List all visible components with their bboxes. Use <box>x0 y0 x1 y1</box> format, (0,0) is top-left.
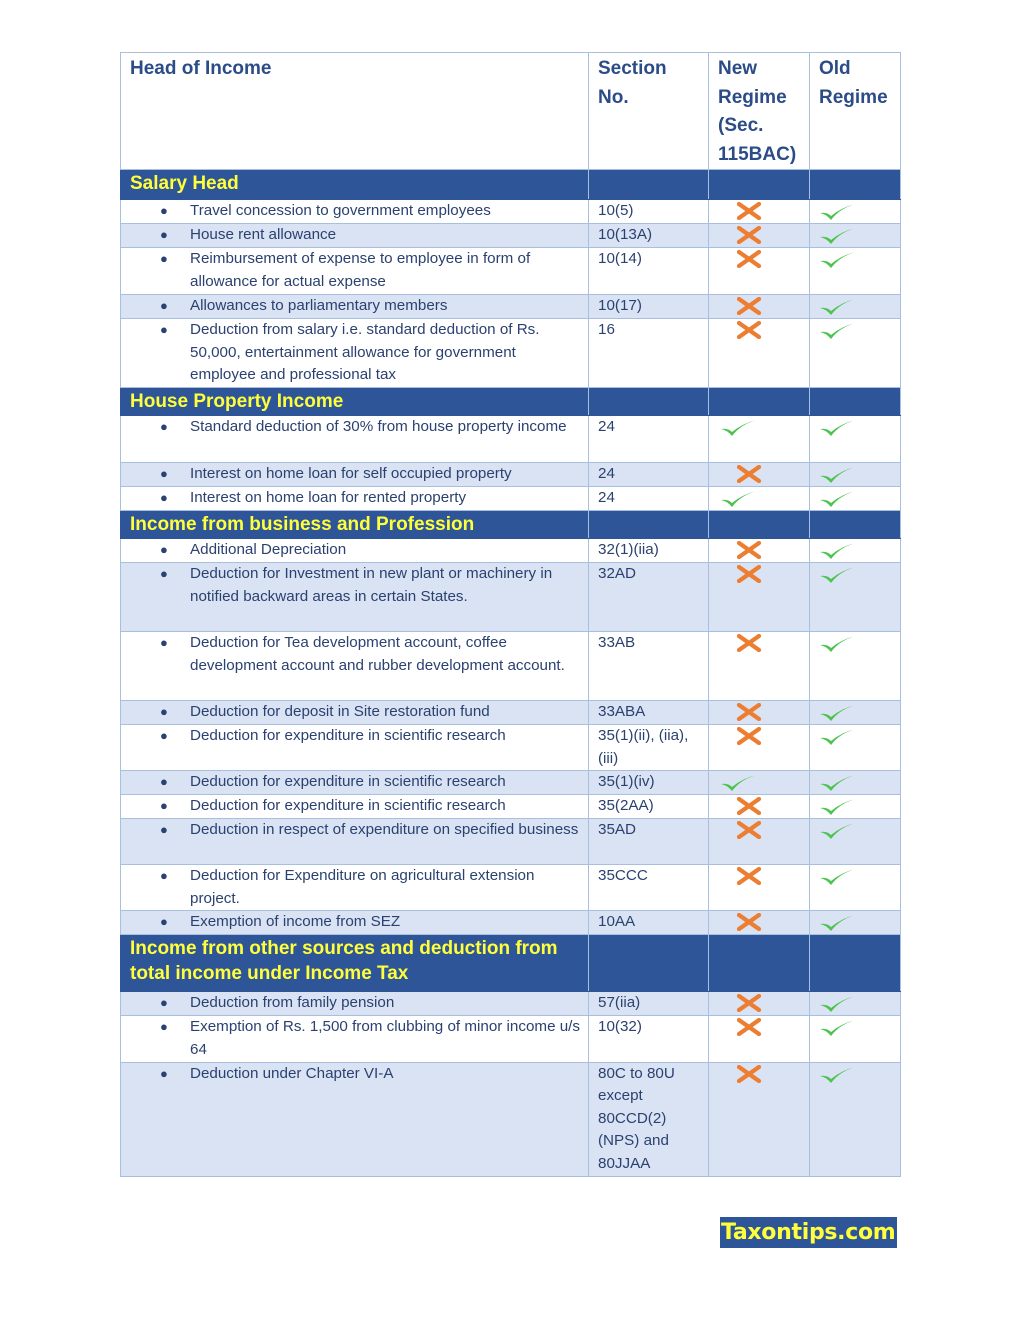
income-item-text: Allowances to parliamentary members <box>190 297 448 314</box>
cross-icon <box>736 727 762 753</box>
income-item-cell <box>121 463 589 487</box>
new-regime-cell <box>709 632 810 701</box>
bullet-icon: ● <box>160 914 168 930</box>
section-number: 32AD <box>589 563 709 632</box>
bullet-icon: ● <box>160 419 168 434</box>
table-row <box>121 725 901 771</box>
new-regime-cell <box>709 1062 810 1176</box>
bullet-icon: ● <box>160 466 168 481</box>
income-item-text: Deduction under Chapter VI-A <box>190 1064 394 1082</box>
old-regime-cell <box>810 319 901 388</box>
new-regime-cell <box>709 795 810 819</box>
income-item-text: Deduction for Investment in new plant or machinery in notified backward areas in certain States. <box>190 565 553 605</box>
old-regime-cell <box>810 819 901 865</box>
income-item-text: Deduction for expenditure in scientific research <box>190 773 506 791</box>
income-item-text: Exemption of income from SEZ <box>190 913 401 931</box>
bullet-icon: ● <box>160 251 168 266</box>
bullet-icon: ● <box>160 822 168 838</box>
new-regime-cell <box>709 539 810 563</box>
tick-icon <box>818 1065 858 1093</box>
bullet-icon: ● <box>160 728 168 743</box>
tick-icon <box>719 418 759 446</box>
income-item-text: Interest on home loan for self occupied property <box>190 465 512 482</box>
income-item-text: Interest on home loan for rented property <box>190 489 467 506</box>
income-item-text: Reimbursement of expense to employee in form of allowance for actual expense <box>190 250 531 290</box>
old-regime-cell <box>810 725 901 771</box>
old-regime-cell <box>810 771 901 795</box>
income-item-text: Deduction for deposit in Site restoration fund <box>190 703 490 720</box>
old-regime-cell <box>810 1016 901 1062</box>
table-row <box>121 563 901 632</box>
section-cell-empty <box>810 935 901 992</box>
old-regime-cell <box>810 200 901 224</box>
table-row <box>121 295 901 319</box>
income-item-cell <box>121 248 589 295</box>
section-title: Salary Head <box>121 170 589 200</box>
section-number: 33AB <box>589 632 709 701</box>
old-regime-cell <box>810 632 901 701</box>
old-regime-cell <box>810 795 901 819</box>
old-regime-cell <box>810 865 901 911</box>
section-number: 24 <box>589 463 709 487</box>
table-row <box>121 487 901 511</box>
new-regime-cell <box>709 563 810 632</box>
section-cell-empty <box>709 388 810 416</box>
section-cell-empty <box>810 388 901 416</box>
new-regime-cell <box>709 992 810 1016</box>
income-item-cell <box>121 819 589 865</box>
new-regime-cell <box>709 224 810 248</box>
new-regime-cell <box>709 701 810 725</box>
section-number: 16 <box>589 319 709 388</box>
income-item-cell <box>121 795 589 819</box>
old-regime-cell <box>810 248 901 295</box>
regime-comparison-table <box>120 52 901 1177</box>
cross-icon <box>736 821 762 847</box>
income-item-text: Additional Depreciation <box>190 541 347 558</box>
tick-icon <box>818 250 858 278</box>
section-title: Income from business and Profession <box>121 511 589 539</box>
bullet-icon: ● <box>160 227 168 242</box>
income-item-cell <box>121 539 589 563</box>
section-header-row <box>121 511 901 539</box>
tick-icon <box>818 821 858 849</box>
section-number: 35(2AA) <box>589 795 709 819</box>
new-regime-cell <box>709 865 810 911</box>
section-number: 24 <box>589 416 709 463</box>
table-row <box>121 911 901 935</box>
section-number: 35AD <box>589 819 709 865</box>
table-row <box>121 632 901 701</box>
income-item-cell <box>121 416 589 463</box>
section-number: 57(iia) <box>589 992 709 1016</box>
new-regime-cell <box>709 911 810 935</box>
new-regime-cell <box>709 725 810 771</box>
section-number: 35CCC <box>589 865 709 911</box>
table-row <box>121 819 901 865</box>
income-item-cell <box>121 224 589 248</box>
section-number: 33ABA <box>589 701 709 725</box>
section-cell-empty <box>589 511 709 539</box>
income-item-cell <box>121 487 589 511</box>
section-cell-empty <box>589 170 709 200</box>
new-regime-cell <box>709 248 810 295</box>
section-number: 10(14) <box>589 248 709 295</box>
income-item-text: Deduction for expenditure in scientific research <box>190 797 506 815</box>
bullet-icon: ● <box>160 322 168 337</box>
income-item-cell <box>121 911 589 935</box>
bullet-icon: ● <box>160 868 168 884</box>
old-regime-cell <box>810 563 901 632</box>
cross-icon <box>736 250 762 276</box>
income-item-text: Deduction for Expenditure on agricultural extension project. <box>190 867 535 907</box>
section-title: House Property Income <box>121 388 589 416</box>
bullet-icon: ● <box>160 635 168 650</box>
old-regime-cell <box>810 416 901 463</box>
income-item-cell <box>121 200 589 224</box>
bullet-icon: ● <box>160 566 168 581</box>
income-item-cell <box>121 632 589 701</box>
section-header-row <box>121 935 901 992</box>
income-item-text: Travel concession to government employees <box>190 202 491 219</box>
new-regime-cell <box>709 463 810 487</box>
new-regime-cell <box>709 487 810 511</box>
cross-icon <box>736 634 762 660</box>
income-item-text: Deduction from salary i.e. standard deduction of Rs. 50,000, entertainment allowance for government employee and professional tax <box>190 321 540 384</box>
old-regime-cell <box>810 295 901 319</box>
section-cell-empty <box>589 388 709 416</box>
bullet-icon: ● <box>160 490 168 505</box>
income-item-cell <box>121 771 589 795</box>
section-number: 10(5) <box>589 200 709 224</box>
tick-icon <box>818 727 858 755</box>
table-row <box>121 200 901 224</box>
header-old-regime: Old Regime <box>810 53 901 170</box>
bullet-icon: ● <box>160 1065 168 1081</box>
tick-icon <box>818 867 858 895</box>
bullet-icon: ● <box>160 542 168 557</box>
income-item-cell <box>121 992 589 1016</box>
income-item-text: Standard deduction of 30% from house property income <box>190 418 567 435</box>
table-row <box>121 248 901 295</box>
tick-icon <box>818 489 858 517</box>
cross-icon <box>736 1018 762 1044</box>
table-row <box>121 771 901 795</box>
income-item-cell <box>121 563 589 632</box>
table-row <box>121 795 901 819</box>
bullet-icon: ● <box>160 203 168 218</box>
table-row <box>121 701 901 725</box>
income-item-cell <box>121 725 589 771</box>
income-item-cell <box>121 701 589 725</box>
section-number: 35(1)(ii), (iia), (iii) <box>589 725 709 771</box>
old-regime-cell <box>810 224 901 248</box>
tick-icon <box>818 1018 858 1046</box>
bullet-icon: ● <box>160 995 168 1011</box>
cross-icon <box>736 1065 762 1091</box>
table-row <box>121 992 901 1016</box>
header-section-no: Section No. <box>589 53 709 170</box>
section-header-row <box>121 170 901 200</box>
income-item-cell <box>121 319 589 388</box>
table-body <box>121 170 901 1177</box>
section-cell-empty <box>810 170 901 200</box>
new-regime-cell <box>709 1016 810 1062</box>
old-regime-cell <box>810 1062 901 1176</box>
income-item-text: Deduction in respect of expenditure on specified business <box>190 821 579 839</box>
table-header-row <box>121 53 901 170</box>
bullet-icon: ● <box>160 1019 168 1035</box>
table-row <box>121 539 901 563</box>
cross-icon <box>736 867 762 893</box>
new-regime-cell <box>709 771 810 795</box>
income-item-text: Deduction for expenditure in scientific research <box>190 727 506 744</box>
section-number: 10AA <box>589 911 709 935</box>
section-cell-empty <box>709 935 810 992</box>
old-regime-cell <box>810 992 901 1016</box>
table-row <box>121 1016 901 1062</box>
new-regime-cell <box>709 416 810 463</box>
section-number: 35(1)(iv) <box>589 771 709 795</box>
table-row <box>121 319 901 388</box>
section-number: 10(17) <box>589 295 709 319</box>
section-header-row <box>121 388 901 416</box>
old-regime-cell <box>810 539 901 563</box>
section-number: 10(32) <box>589 1016 709 1062</box>
income-item-cell <box>121 1062 589 1176</box>
table-row <box>121 416 901 463</box>
income-item-text: Deduction for Tea development account, coffee development account and rubber development account. <box>190 634 565 674</box>
tick-icon <box>818 913 858 941</box>
old-regime-cell <box>810 701 901 725</box>
table-row <box>121 463 901 487</box>
header-new-regime: New Regime (Sec. 115BAC) <box>709 53 810 170</box>
bullet-icon: ● <box>160 774 168 790</box>
table-row <box>121 1062 901 1176</box>
bullet-icon: ● <box>160 704 168 719</box>
section-number: 32(1)(iia) <box>589 539 709 563</box>
bullet-icon: ● <box>160 298 168 313</box>
tick-icon <box>818 565 858 593</box>
section-cell-empty <box>709 170 810 200</box>
income-item-text: Exemption of Rs. 1,500 from clubbing of minor income u/s 64 <box>190 1018 580 1058</box>
section-cell-empty <box>589 935 709 992</box>
section-number: 24 <box>589 487 709 511</box>
tick-icon <box>818 321 858 349</box>
cross-icon <box>736 913 762 939</box>
section-number: 10(13A) <box>589 224 709 248</box>
section-title: Income from other sources and deduction from total income under Income Tax <box>121 935 589 992</box>
old-regime-cell <box>810 911 901 935</box>
header-head-of-income: Head of Income <box>121 53 589 170</box>
cross-icon <box>736 321 762 347</box>
new-regime-cell <box>709 319 810 388</box>
tick-icon <box>818 634 858 662</box>
bullet-icon: ● <box>160 798 168 814</box>
new-regime-cell <box>709 819 810 865</box>
new-regime-cell <box>709 295 810 319</box>
tick-icon <box>719 489 759 517</box>
income-item-text: Deduction from family pension <box>190 994 395 1012</box>
income-item-cell <box>121 1016 589 1062</box>
brand-logo-text: Taxontips.com <box>720 1217 897 1248</box>
section-number: 80C to 80U except 80CCD(2) (NPS) and 80JJAA <box>589 1062 709 1176</box>
income-item-cell <box>121 295 589 319</box>
table-row <box>121 865 901 911</box>
income-item-text: House rent allowance <box>190 226 337 243</box>
cross-icon <box>736 565 762 591</box>
old-regime-cell <box>810 463 901 487</box>
old-regime-cell <box>810 487 901 511</box>
income-item-cell <box>121 865 589 911</box>
tick-icon <box>818 418 858 446</box>
new-regime-cell <box>709 200 810 224</box>
table-row <box>121 224 901 248</box>
